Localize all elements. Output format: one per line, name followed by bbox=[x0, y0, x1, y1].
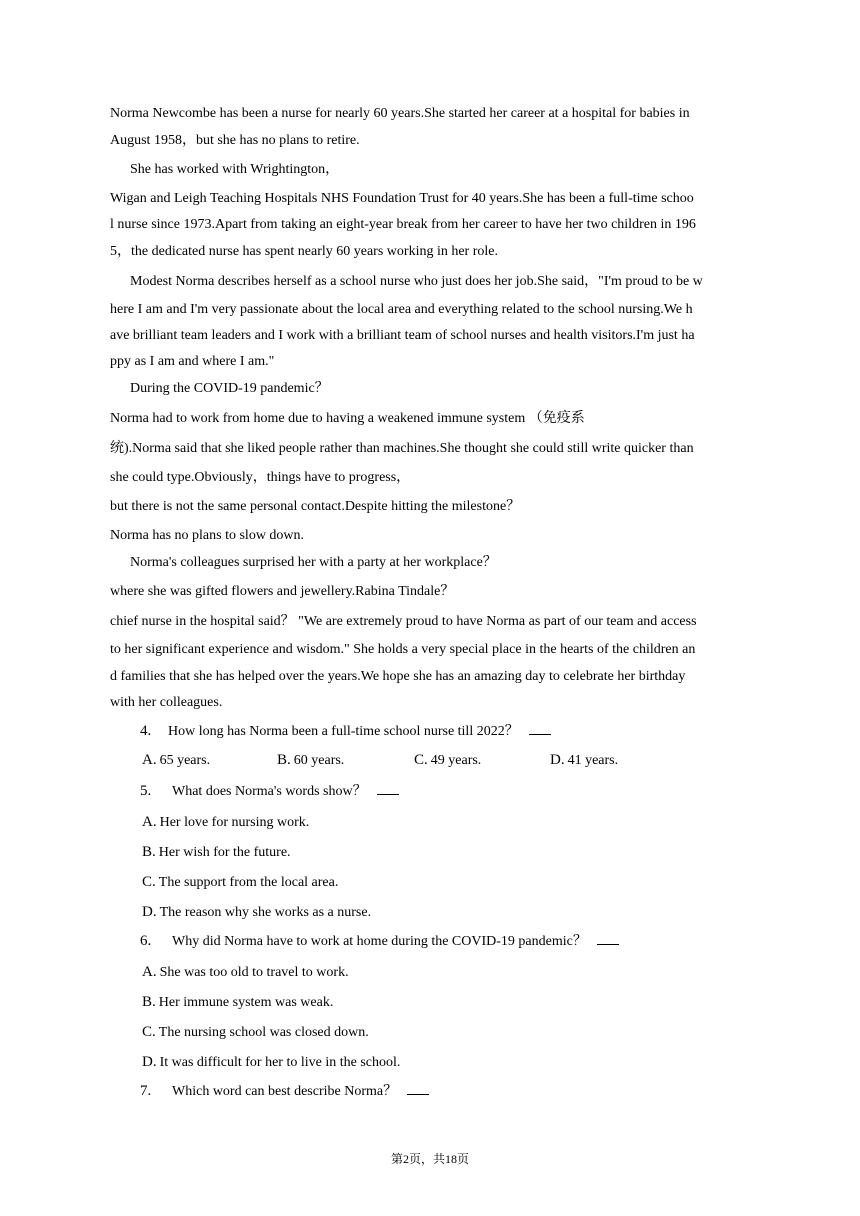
option-a[interactable]: A. Her love for nursing work. bbox=[142, 814, 310, 830]
passage-line: but there is not the same personal contact.Despite hitting the milestone？ bbox=[110, 499, 521, 514]
passage-line: d families that she has helped over the years.We hope she has an amazing day to celebrate her birthday bbox=[110, 669, 686, 684]
passage-line: where she was gifted flowers and jewellery.Rabina Tindale？ bbox=[110, 584, 455, 599]
passage-line: l nurse since 1973.Apart from taking an eight-year break from her career to have her two children in 196 bbox=[110, 217, 696, 232]
question-4-options bbox=[142, 752, 742, 770]
question-number: 7. bbox=[140, 1083, 152, 1099]
option-d[interactable]: D. The reason why she works as a nurse. bbox=[142, 904, 372, 920]
passage-line: Modest Norma describes herself as a school nurse who just does her job.She said，"I'm proud to be w bbox=[130, 274, 703, 289]
passage-line: to her significant experience and wisdom." She holds a very special place in the hearts of the children an bbox=[110, 642, 696, 657]
option-c[interactable]: C. 49 years. bbox=[414, 752, 482, 768]
passage-line: ave brilliant team leaders and I work with a brilliant team of school nurses and health visitors.I'm just ha bbox=[110, 328, 695, 343]
passage-line: with her colleagues. bbox=[110, 695, 223, 710]
option-d[interactable]: D. 41 years. bbox=[550, 752, 619, 768]
question-6 bbox=[140, 932, 790, 951]
answer-blank[interactable] bbox=[597, 932, 619, 945]
question-text: Why did Norma have to work at home during the COVID-19 pandemic？ bbox=[172, 934, 587, 949]
passage-line: August 1958，but she has no plans to retire. bbox=[110, 133, 360, 148]
question-number: 6. bbox=[140, 933, 152, 949]
answer-blank[interactable] bbox=[529, 722, 551, 735]
question-text: How long has Norma been a full-time school nurse till 2022？ bbox=[168, 724, 519, 739]
option-c[interactable]: C. The nursing school was closed down. bbox=[142, 1024, 369, 1040]
question-7 bbox=[140, 1082, 790, 1101]
option-b[interactable]: B. Her immune system was weak. bbox=[142, 994, 334, 1010]
option-a[interactable]: A. 65 years. bbox=[142, 752, 211, 768]
question-text: Which word can best describe Norma？ bbox=[172, 1084, 398, 1099]
passage-line: During the COVID-19 pandemic？ bbox=[130, 381, 329, 396]
option-a[interactable]: A. She was too old to travel to work. bbox=[142, 964, 349, 980]
passage-line: Norma's colleagues surprised her with a party at her workplace？ bbox=[130, 555, 497, 570]
passage-line: She has worked with Wrightington， bbox=[130, 162, 340, 177]
option-b[interactable]: B. 60 years. bbox=[277, 752, 345, 768]
option-c[interactable]: C. The support from the local area. bbox=[142, 874, 339, 890]
passage-line: 统).Norma said that she liked people rather than machines.She thought she could still write quicker than bbox=[110, 441, 694, 456]
passage-line: Norma Newcombe has been a nurse for nearly 60 years.She started her career at a hospital for babies in bbox=[110, 106, 690, 121]
answer-blank[interactable] bbox=[407, 1082, 429, 1095]
passage-line: she could type.Obviously，things have to progress， bbox=[110, 470, 411, 485]
page-number-footer: 第2页，共18页 bbox=[390, 1152, 469, 1166]
question-number: 5. bbox=[140, 783, 152, 799]
question-4 bbox=[140, 722, 790, 741]
passage-line: Wigan and Leigh Teaching Hospitals NHS Foundation Trust for 40 years.She has been a full-time schoo bbox=[110, 191, 694, 206]
passage-line: Norma has no plans to slow down. bbox=[110, 528, 305, 543]
passage-line: 5，the dedicated nurse has spent nearly 60 years working in her role. bbox=[110, 244, 498, 259]
option-d[interactable]: D. It was difficult for her to live in the school. bbox=[142, 1054, 401, 1070]
question-text: What does Norma's words show？ bbox=[172, 784, 367, 799]
option-b[interactable]: B. Her wish for the future. bbox=[142, 844, 291, 860]
question-number: 4. bbox=[140, 723, 152, 739]
answer-blank[interactable] bbox=[377, 782, 399, 795]
passage-line: ppy as I am and where I am." bbox=[110, 354, 275, 369]
passage-line: here I am and I'm very passionate about the local area and everything related to the school nursing.We h bbox=[110, 302, 693, 317]
passage-line: Norma had to work from home due to having a weakened immune system （免疫系 bbox=[110, 411, 585, 426]
passage-line: chief nurse in the hospital said？ "We are extremely proud to have Norma as part of our team and access bbox=[110, 614, 697, 629]
question-5 bbox=[140, 782, 790, 801]
